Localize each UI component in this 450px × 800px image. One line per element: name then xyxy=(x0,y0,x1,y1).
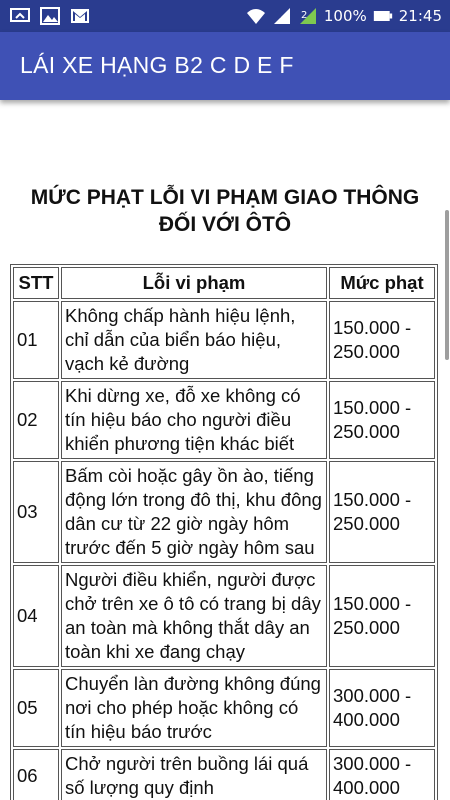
violations-table xyxy=(10,264,438,800)
table-row xyxy=(13,749,435,800)
notification-icons xyxy=(10,6,90,26)
row-fine: 150.000 - 250.000 xyxy=(329,301,435,379)
row-fine: 150.000 - 250.000 xyxy=(329,381,435,459)
table-row xyxy=(13,301,435,379)
wifi-icon xyxy=(246,6,266,26)
signal-sim2-icon xyxy=(298,6,318,26)
battery-icon xyxy=(373,6,393,26)
row-violation: Người điều khiển, người được chở trên xe ô tô có trang bị dây an toàn mà không thắt dây an toàn khi xe đang chạy xyxy=(61,565,327,667)
row-violation: Bấm còi hoặc gây ồn ào, tiếng động lớn trong đô thị, khu đông dân cư từ 22 giờ ngày hôm trước đến 5 giờ ngày hôm sau xyxy=(61,461,327,563)
battery-percent: 100% xyxy=(323,7,367,25)
image-icon xyxy=(40,6,60,26)
row-stt: 02 xyxy=(13,381,59,459)
row-stt: 06 xyxy=(13,749,59,800)
row-fine: 300.000 - 400.000 xyxy=(329,749,435,800)
row-violation: Chở người trên buồng lái quá số lượng quy định xyxy=(61,749,327,800)
page-heading xyxy=(0,184,450,238)
row-fine: 150.000 - 250.000 xyxy=(329,565,435,667)
content-area[interactable] xyxy=(0,100,450,800)
row-fine: 300.000 - 400.000 xyxy=(329,669,435,747)
row-stt: 04 xyxy=(13,565,59,667)
sim2-label: 2 xyxy=(300,10,308,21)
signal-sim1-icon xyxy=(272,6,292,26)
header-violation: Lỗi vi phạm xyxy=(61,267,327,299)
row-fine: 150.000 - 250.000 xyxy=(329,461,435,563)
table-header-row xyxy=(13,267,435,299)
scrollbar[interactable] xyxy=(445,210,449,360)
sim1-label: 1 xyxy=(274,10,282,21)
table-row xyxy=(13,669,435,747)
row-violation: Khi dừng xe, đỗ xe không có tín hiệu báo cho người điều khiển phương tiện khác biết xyxy=(61,381,327,459)
heading-line-2: ĐỐI VỚI ÔTÔ xyxy=(158,213,292,236)
gmail-icon xyxy=(70,6,90,26)
header-stt: STT xyxy=(13,267,59,299)
table-row xyxy=(13,381,435,459)
clock: 21:45 xyxy=(398,7,442,25)
screen-mirror-icon xyxy=(10,6,30,26)
row-stt: 03 xyxy=(13,461,59,563)
row-stt: 01 xyxy=(13,301,59,379)
app-title: LÁI XE HẠNG B2 C D E F xyxy=(20,52,294,78)
heading-line-1: MỨC PHẠT LỖI VI PHẠM GIAO THÔNG xyxy=(30,186,420,209)
table-row xyxy=(13,461,435,563)
header-fine: Mức phạt xyxy=(329,267,435,299)
row-violation: Chuyển làn đường không đúng nơi cho phép hoặc không có tín hiệu báo trước xyxy=(61,669,327,747)
app-bar xyxy=(0,32,450,100)
row-violation: Không chấp hành hiệu lệnh, chỉ dẫn của biển báo hiệu, vạch kẻ đường xyxy=(61,301,327,379)
table-row xyxy=(13,565,435,667)
status-bar xyxy=(0,0,450,32)
system-indicators xyxy=(246,6,442,26)
row-stt: 05 xyxy=(13,669,59,747)
